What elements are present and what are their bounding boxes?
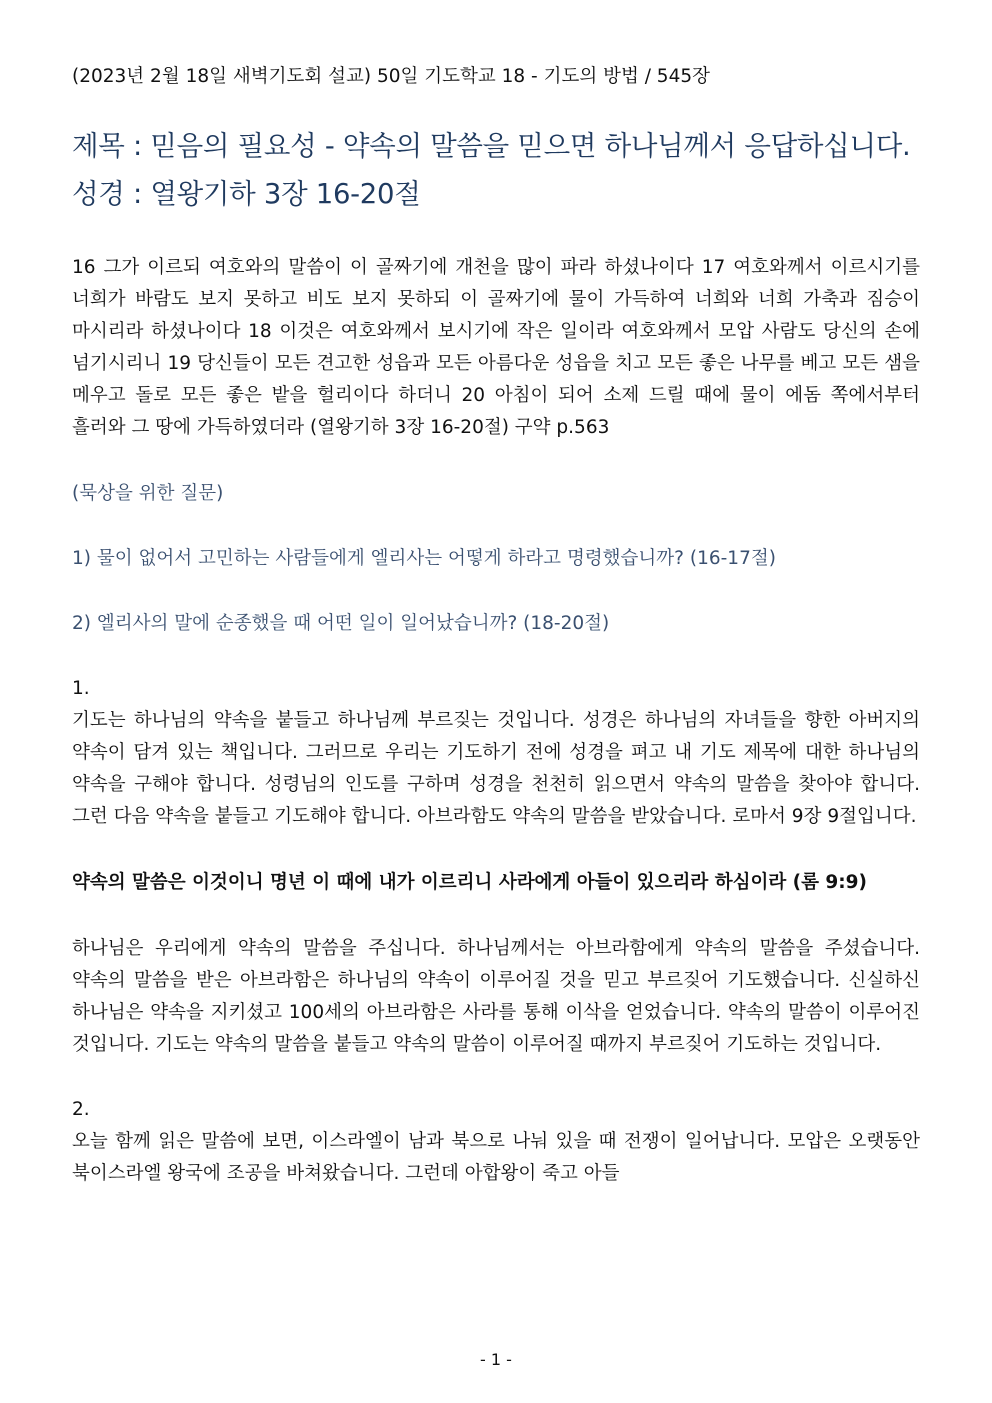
section-1-paragraph-1: 기도는 하나님의 약속을 붙들고 하나님께 부르짖는 것입니다. 성경은 하나님의 자녀들을 향한 아버지의 약속이 담겨 있는 책입니다. 그러므로 우리는 기도하기 전에 성경을 펴고 내 기도 제목에 대한 하나님의 약속을 구해야 합니다. 성령님의 인도를 구하며 성경을 천천히 읽으면서 약속의 말씀을 찾아야 합니다. 그런 다음 약속을 붙들고 기도해야 합니다. 아브라함도 약속의 말씀을 받았습니다. 로마서 9장 9절입니다. <box>72 710 920 827</box>
meditation-question-2: 2) 엘리사의 말에 순종했을 때 어떤 일이 일어났습니까? (18-20절) <box>72 613 610 634</box>
scripture-text: 16 그가 이르되 여호와의 말씀이 이 골짜기에 개천을 많이 파라 하셨나이다 17 여호와께서 이르시기를 너희가 바람도 보지 못하고 비도 보지 못하되 이 골짜기에 물이 가득하여 너희와 너희 가축과 짐승이 마시리라 하셨나이다 18 이것은 여호와께서 보시기에 작은 일이라 여호와께서 모압 사람도 당신의 손에 넘기시리니 19 당신들이 모든 견고한 성읍과 모든 아름다운 성읍을 치고 모든 좋은 나무를 베고 모든 샘을 메우고 돌로 모든 좋은 밭을 헐리이다 하더니 20 아침이 되어 소제 드릴 때에 물이 에돔 쪽에서부터 흘러와 그 땅에 가득하였더라 (열왕기하 3장 16-20절) 구약 p.563 <box>72 257 920 438</box>
meditation-heading: (묵상을 위한 질문) <box>72 483 224 504</box>
meditation-question-1: 1) 물이 없어서 고민하는 사람들에게 엘리사는 어떻게 하라고 명령했습니까? (16-17절) <box>72 548 776 569</box>
section-1-number: 1. <box>72 678 90 699</box>
section-2-paragraph-1: 오늘 함께 읽은 말씀에 보면, 이스라엘이 남과 북으로 나눠 있을 때 전쟁이 일어납니다. 모압은 오랫동안 북이스라엘 왕국에 조공을 바쳐왔습니다. 그런데 아합왕이 죽고 아들 <box>72 1131 920 1184</box>
section-1-paragraph-2: 하나님은 우리에게 약속의 말씀을 주십니다. 하나님께서는 아브라함에게 약속의 말씀을 주셨습니다. 약속의 말씀을 받은 아브라함은 하나님의 약속이 이루어질 것을 믿고 부르짖어 기도했습니다. 신실하신 하나님은 약속을 지키셨고 100세의 아브라함은 사라를 통해 이삭을 얻었습니다. 약속의 말씀이 이루어진 것입니다. 기도는 약속의 말씀을 붙들고 약속의 말씀이 이루어질 때까지 부르짖어 기도하는 것입니다. <box>72 938 920 1055</box>
page-number: - 1 - <box>480 1350 512 1369</box>
scripture-reference: 성경 : 열왕기하 3장 16-20절 <box>72 178 421 210</box>
sermon-title: 제목 : 믿음의 필요성 - 약속의 말씀을 믿으면 하나님께서 응답하십니다. <box>72 130 911 162</box>
section-2-number: 2. <box>72 1099 90 1120</box>
quoted-verse: 약속의 말씀은 이것이니 명년 이 때에 내가 이르리니 사라에게 아들이 있으리라 하심이라 (롬 9:9) <box>72 872 868 893</box>
sermon-header: (2023년 2월 18일 새벽기도회 설교) 50일 기도학교 18 - 기도의 방법 / 545장 <box>72 66 710 87</box>
document-page <box>72 62 920 1190</box>
title-block <box>72 122 920 218</box>
